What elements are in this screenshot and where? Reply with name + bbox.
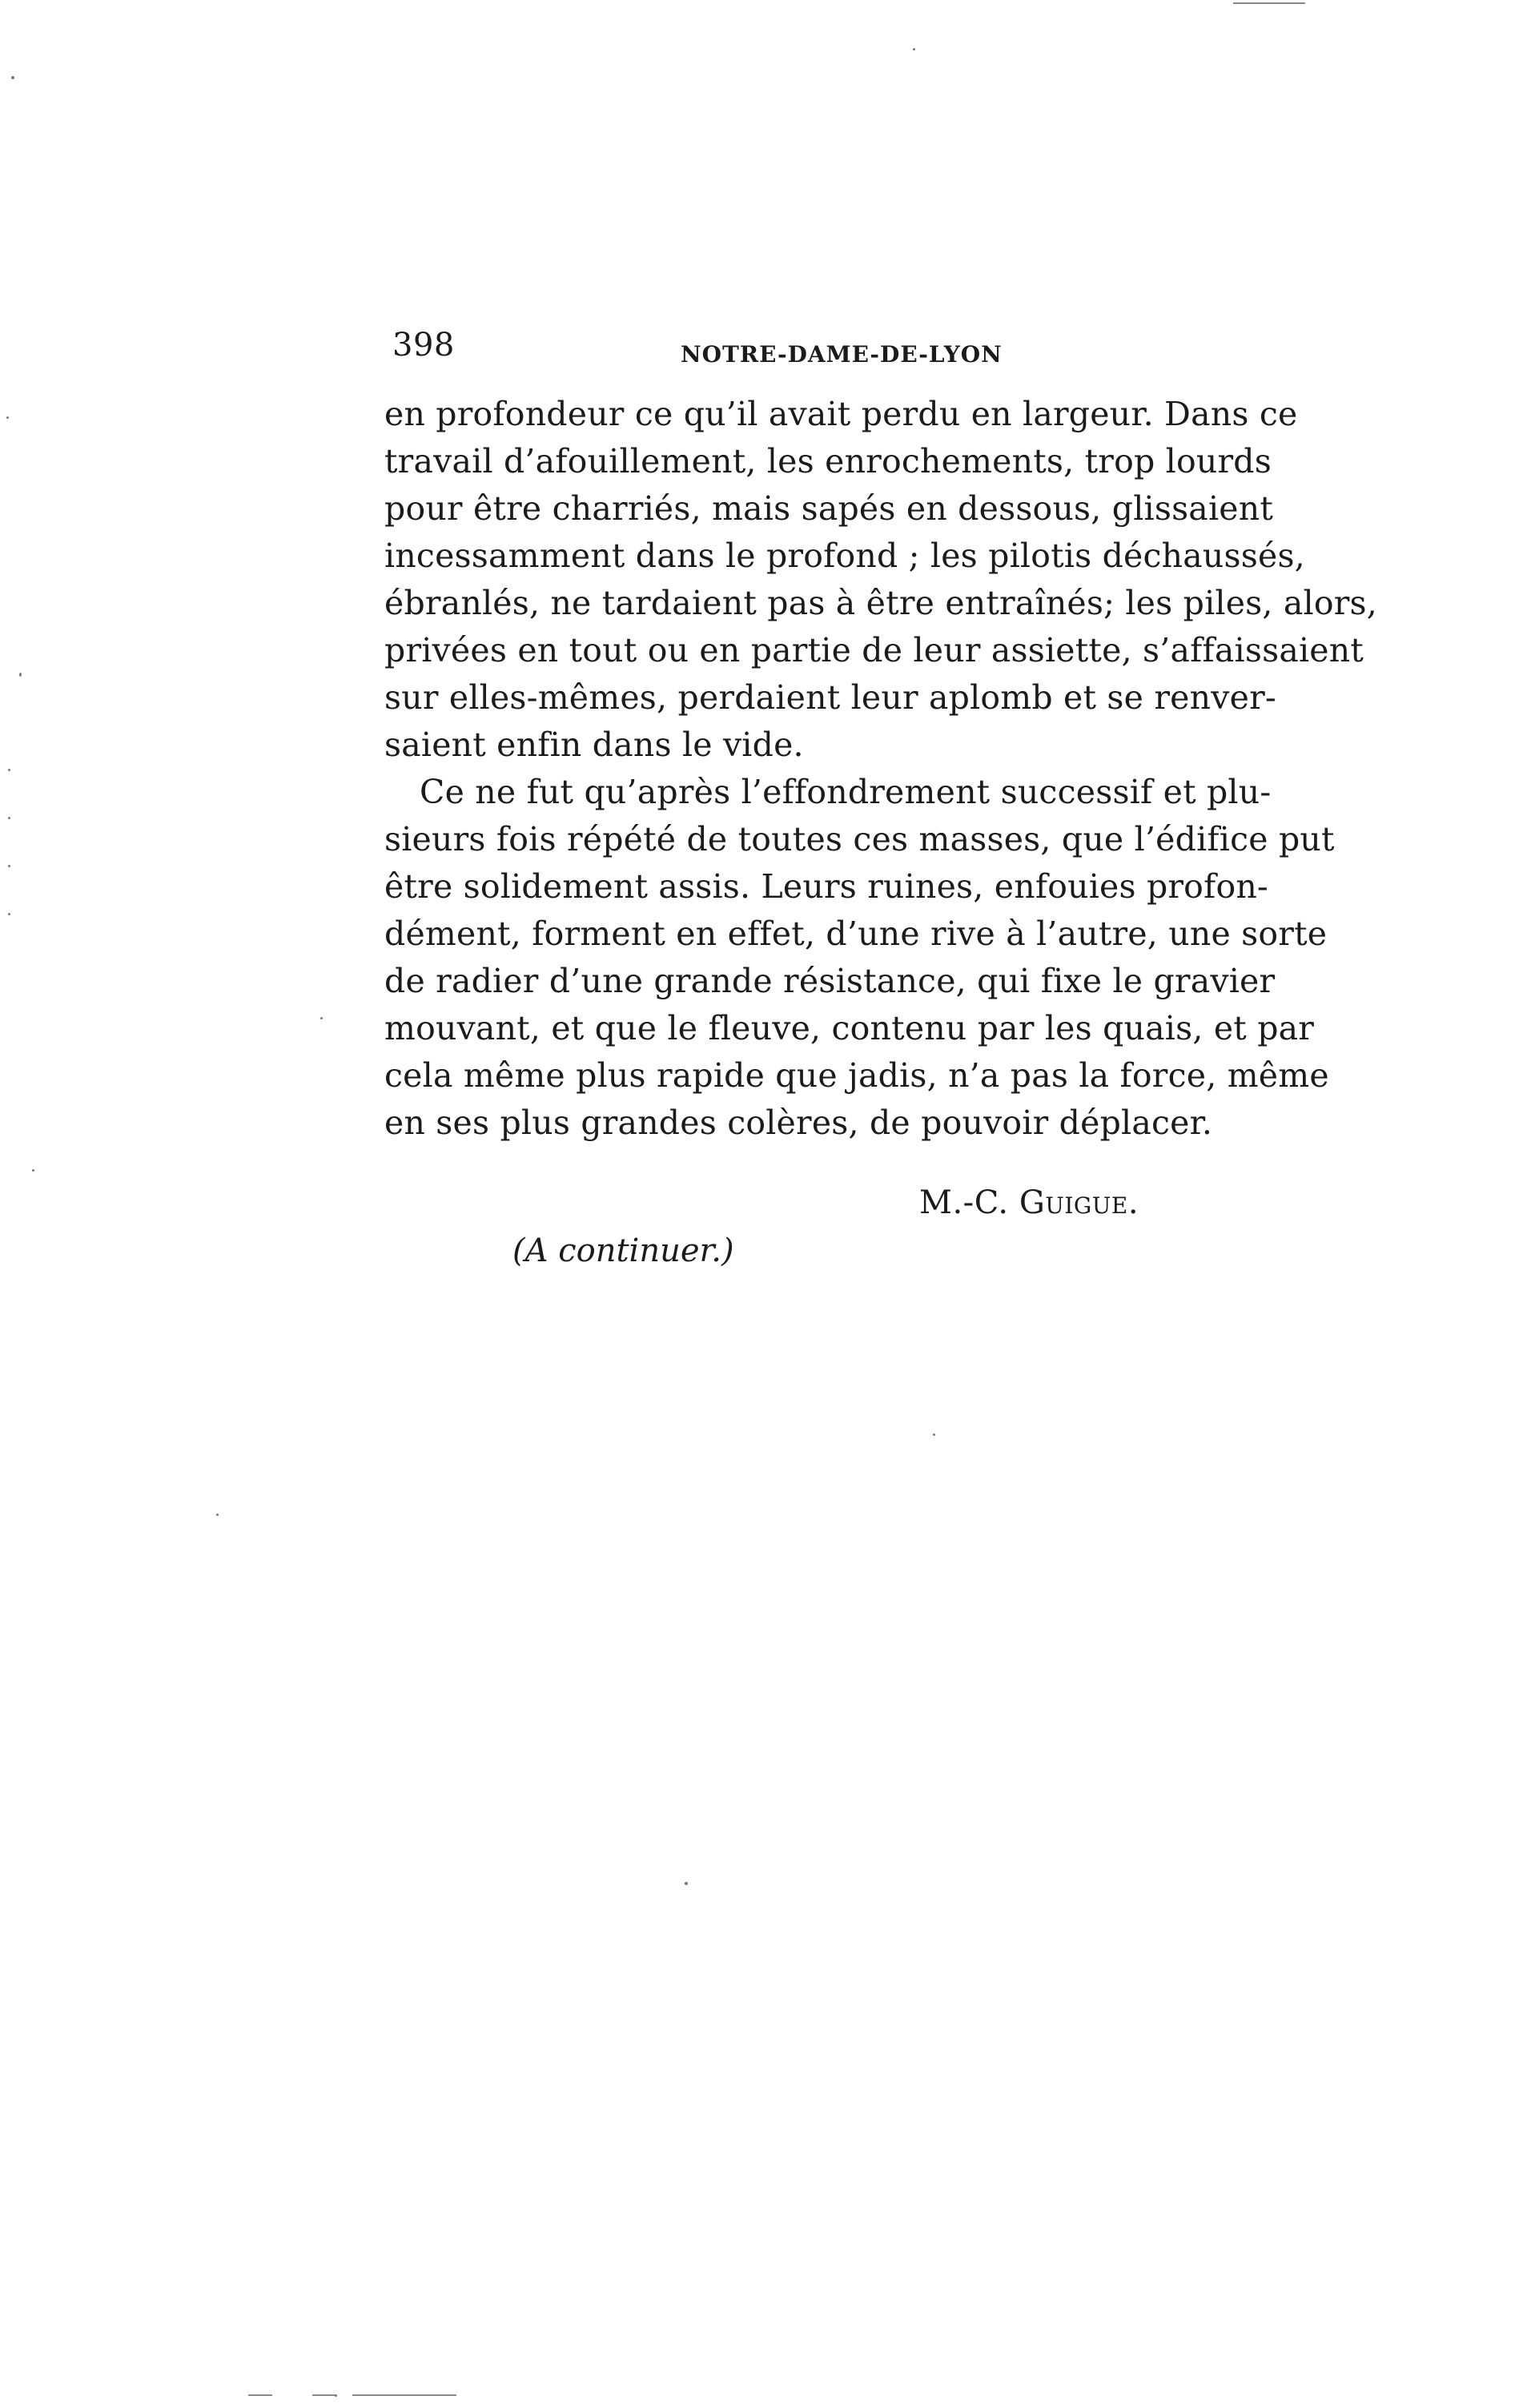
scan-speck	[933, 1433, 935, 1436]
scan-speck	[19, 673, 22, 677]
scan-mark	[1233, 2, 1305, 4]
scan-speck	[32, 1169, 34, 1172]
author-surname: Guigue.	[1019, 1184, 1139, 1221]
text-line: de radier d’une grande résistance, qui fixe le gravier	[384, 962, 1276, 1000]
scan-speck	[8, 817, 10, 819]
scan-speck	[216, 1514, 219, 1516]
text-line: travail d’afouillement, les enrochements, trop lourds	[384, 442, 1272, 480]
text-line: mouvant, et que le fleuve, contenu par les quais, et par	[384, 1009, 1315, 1047]
text-line: saient enfin dans le vide.	[384, 726, 804, 764]
text-line: privées en tout ou en partie de leur assiette, s’affaissaient	[384, 631, 1364, 669]
scan-speck	[11, 76, 14, 79]
scan-mark	[312, 2394, 336, 2396]
scan-speck	[913, 48, 915, 50]
continuation-note: (A continuer.)	[512, 1232, 734, 1269]
scan-speck	[8, 769, 10, 771]
text-line: sur elles-mêmes, perdaient leur aplomb et se renver-	[384, 678, 1276, 717]
text-line: Ce ne fut qu’après l’effondrement successif et plu-	[420, 773, 1272, 811]
author-signature	[919, 1185, 1139, 1220]
text-line: pour être charriés, mais sapés en dessous, glissaient	[384, 489, 1274, 528]
text-line: sieurs fois répété de toutes ces masses, que l’édifice put	[384, 820, 1335, 858]
paragraph-1	[384, 391, 1377, 769]
scan-mark	[352, 2394, 456, 2396]
running-title: NOTRE-DAME-DE-LYON	[681, 341, 1003, 368]
author-initials: M.-C.	[919, 1184, 1009, 1221]
text-line: ébranlés, ne tardaient pas à être entraînés; les piles, alors,	[384, 584, 1377, 622]
scan-speck	[685, 1882, 688, 1885]
text-line: être solidement assis. Leurs ruines, enfouies profon-	[384, 867, 1268, 906]
paragraph-2	[384, 769, 1335, 1147]
text-line: en profondeur ce qu’il avait perdu en largeur. Dans ce	[384, 395, 1298, 433]
scan-speck	[6, 416, 9, 419]
text-line: dément, forment en effet, d’une rive à l’autre, une sorte	[384, 915, 1328, 953]
text-line: incessamment dans le profond ; les pilotis déchaussés,	[384, 537, 1305, 575]
scan-speck	[320, 1017, 323, 1019]
text-line: en ses plus grandes colères, de pouvoir déplacer.	[384, 1103, 1213, 1142]
scan-speck	[335, 2394, 337, 2397]
scan-speck	[8, 913, 10, 915]
running-head	[392, 324, 1241, 372]
scan-speck	[8, 865, 10, 867]
text-line: cela même plus rapide que jadis, n’a pas la force, même	[384, 1056, 1329, 1095]
scan-mark	[248, 2394, 272, 2396]
body-text	[384, 391, 1377, 1147]
page-number: 398	[392, 327, 455, 364]
